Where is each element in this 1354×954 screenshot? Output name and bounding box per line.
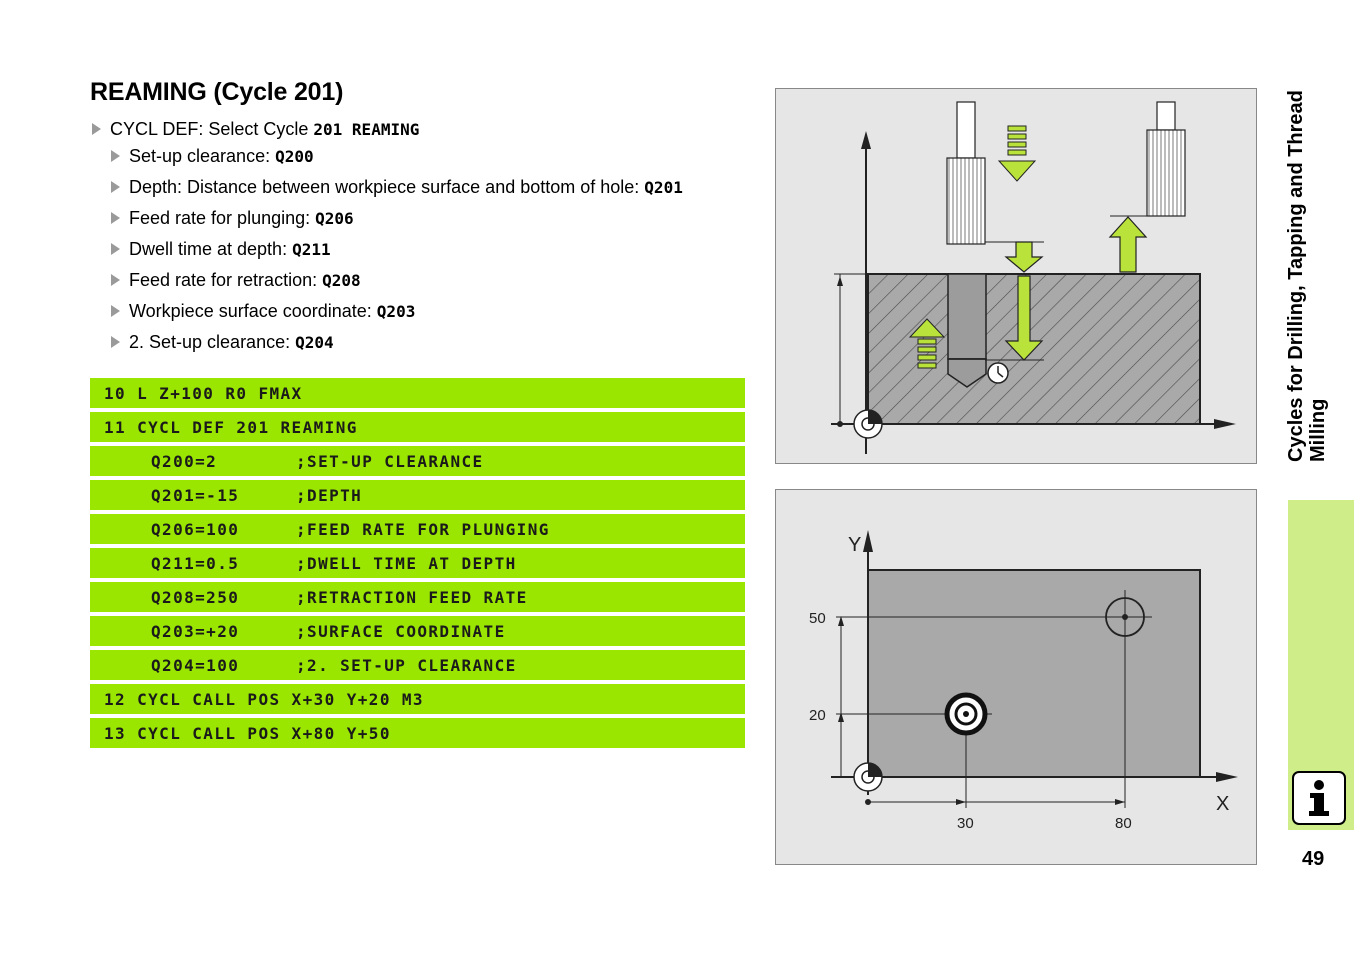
triangle-bullet-icon [111,336,120,348]
triangle-bullet-icon [111,181,120,193]
datum-icon [854,763,882,791]
code-line [90,378,745,408]
bullet-code: 201 REAMING [313,120,420,139]
code-param: Q203=+20 [151,622,240,641]
bullet-code: Q203 [376,302,416,321]
code-param: Q200=2 [151,452,218,471]
list-item [90,118,740,141]
code-text: 10 L Z+100 R0 FMAX [104,384,303,403]
code-text: 11 CYCL DEF 201 REAMING [104,418,358,437]
code-text: 12 CYCL CALL POS X+30 Y+20 M3 [104,690,424,709]
bullet-text: Set-up clearance: [129,146,276,166]
y-tick-label: 50 [809,610,826,627]
list-item [109,300,740,323]
dwell-clock-icon [988,363,1008,383]
hole-position-drawing [776,490,1256,864]
triangle-bullet-icon [111,150,120,162]
code-comment: ;DWELL TIME AT DEPTH [296,554,517,573]
code-param: Q208=250 [151,588,240,607]
triangle-bullet-icon [92,123,101,135]
code-line [90,514,745,544]
code-line [90,684,745,714]
y-tick-label: 20 [809,707,826,724]
reaming-section-drawing [776,89,1256,463]
list-item [109,176,740,199]
code-line [90,412,745,442]
code-param: Q206=100 [151,520,240,539]
code-comment: ;DEPTH [296,486,363,505]
code-line [90,650,745,680]
triangle-bullet-icon [111,305,120,317]
bullet-text: Feed rate for plunging: [129,208,316,228]
info-icon [1292,771,1346,825]
bullet-text: Depth: Distance between workpiece surface and bottom of hole: [129,177,645,197]
code-line [90,548,745,578]
reamer-tool-left [947,102,985,244]
nc-program-block [90,378,745,752]
parameter-list [90,118,740,362]
bullet-code: Q211 [292,240,331,259]
code-line [90,480,745,510]
code-line [90,718,745,748]
code-param: Q204=100 [151,656,240,675]
list-item [109,207,740,230]
code-text: 13 CYCL CALL POS X+80 Y+50 [104,724,391,743]
list-item [109,331,740,354]
x-tick-label: 80 [1115,815,1132,832]
code-param: Q211=0.5 [151,554,240,573]
page-title: REAMING (Cycle 201) [90,78,344,106]
hole-1-marker [947,695,985,733]
reaming-section-figure [775,88,1257,464]
triangle-bullet-icon [111,274,120,286]
triangle-bullet-icon [111,212,120,224]
rapid-down-arrow-icon [999,126,1035,181]
bullet-code: Q206 [315,209,354,228]
bullet-text: 2. Set-up clearance: [129,332,296,352]
code-comment: ;SURFACE COORDINATE [296,622,506,641]
code-comment: ;2. SET-UP CLEARANCE [296,656,517,675]
bullet-code: Q208 [322,271,361,290]
chapter-title: Cycles for Drilling, Tapping and Thread Milling [1285,90,1329,462]
bullet-code: Q204 [295,333,334,352]
code-line [90,616,745,646]
bullet-code: Q200 [275,147,314,166]
reamer-tool-right [1147,102,1185,216]
code-line [90,582,745,612]
code-line [90,446,745,476]
code-comment: ;SET-UP CLEARANCE [296,452,484,471]
datum-icon [854,410,882,438]
bullet-text: Workpiece surface coordinate: [129,301,377,321]
bullet-text: Dwell time at depth: [129,239,293,259]
code-comment: ;FEED RATE FOR PLUNGING [296,520,550,539]
code-comment: ;RETRACTION FEED RATE [296,588,528,607]
x-axis-label: X [1216,793,1230,815]
workpiece-top-view [868,570,1200,777]
bullet-text: Feed rate for retraction: [129,270,323,290]
x-tick-label: 30 [957,815,974,832]
retract-up-arrow-icon [1110,217,1146,272]
hole [948,274,986,359]
triangle-bullet-icon [111,243,120,255]
bullet-text: CYCL DEF: Select Cycle [110,119,314,139]
code-param: Q201=-15 [151,486,240,505]
hole-position-figure [775,489,1257,865]
info-glyph [1294,773,1344,823]
list-item [109,269,740,292]
y-axis-label: Y [848,534,862,556]
list-item [109,238,740,261]
bullet-code: Q201 [644,178,683,197]
list-item [109,145,740,168]
page-number: 49 [1302,848,1325,870]
